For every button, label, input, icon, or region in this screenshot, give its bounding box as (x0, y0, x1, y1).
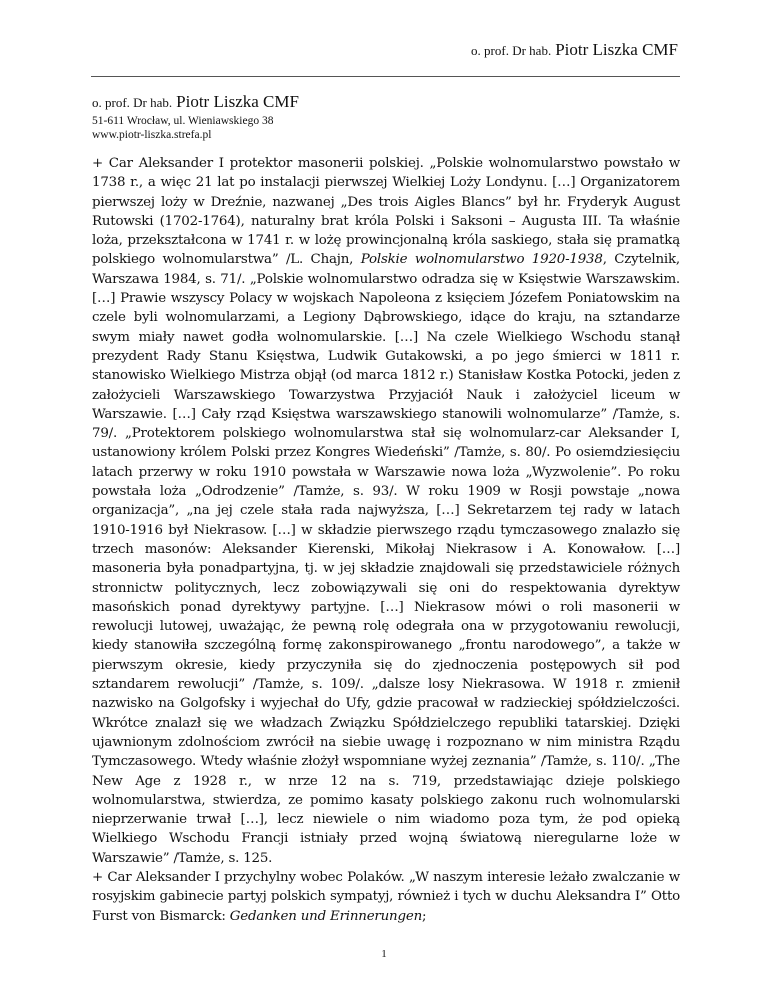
paragraph-text: , Czytelnik, Warszawa 1984, s. 71/. „Polskie wolnomularstwo odradza się w Księstwie Warszawskim. […] Prawie wszyscy Polacy w wojskach Napoleona z księciem Józefem Poniatowskim na czele byli wolnomularzami, a Legiony Dąbrowskiego, idące do kraju, na sztandarze swym miały nawet godła wolnomularskie. […] Na czele Wielkiego Wschodu stanął prezydent Rady Stanu Księstwa, Ludwik Gutakowski, a po jego śmierci w 1811 r. stanowisko Wielkiego Mistrza objął (od marca 1812 r.) Stanisław Kostka Potocki, jeden z założycieli Warszawskiego Towarzystwa Przyjaciół Nauk i założyciel liceum w Warszawie. […] Cały rząd Księstwa warszawskiego stanowili wolnomularze” /Tamże, s. 79/. „Protektorem polskiego wolnomularstwa stał się wolnomularz-car Aleksander I, ustanowiony królem Polski przez Kongres Wiedeński” /Tamże, s. 80/. Po osiemdziesięciu latach przerwy w roku 1910 powstała w Warszawie nowa loża „Wyzwolenie”. Po roku powstała loża „Odrodzenie” /Tamże, s. 93/. W roku 1909 w Rosji powstaje „nowa organizacja”, „na jej czele stała rada najwyższa, […] Sekretarzem tej rady w latach 1910-1916 był Niekrasow. […] w składzie pierwszego rządu tymczasowego znalazło się trzech masonów: Aleksander Kierenski, Mikołaj Niekrasow i A. Konowałow. […] masoneria była ponadpartyjna, tj. w jej składzie znajdowali się przedstawiciele różnych stronnictw politycznych, lecz zobowiązywali się oni do respektowania dyrektyw masońskich ponad dyrektywy partyjne. […] Niekrasow mówi o roli masonerii w rewolucji lutowej, uważając, że pewną rolę odegrała ona w przygotowaniu rewolucji, kiedy stanowiła szczególną formę zakonspirowanego „frontu narodowego”, a także w pierwszym okresie, kiedy przyczyniła się do zjednoczenia postępowych sił pod sztandarem rewolucji” /Tamże, s. 109/. „dalsze losy Niekrasowa. W 1918 r. zmienił nazwisko na Golgofsky i wyjechał do Ufy, gdzie pracował w radzieckiej spółdzielczości. Wkrótce znalazł się we władzach Związku Spółdzielczego republiki tatarskiej. Dzięki ujawnionym zdolnościom zwrócił na siebie uwagę i rozpoznano w nim ministra Rządu Tymczasowego. Wtedy właśnie złożył wspomniane wyżej zeznania” /Tamże, s. 110/. „The New Age z 1928 r., w nrze 12 na s. 719, przedstawiając dzieje polskiego wolnomularstwa, stwierdza, ze pomimo kasaty polskiego zakonu ruch wolnomularski nieprzerwanie trwał […], lecz niewiele o nim wiadomo poza tym, że pod opieką Wielkiego Wschodu Francji istniały przed wojną światową nieregularne loże w Warszawie” /Tamże, s. 125. (92, 252, 680, 866)
paragraph-text: + Car Aleksander I przychylny wobec Polaków. „W naszym interesie leżało zwalczanie w rosyjskim gabinecie partyj polskich sympatyj, również i tych w duchu Aleksandra I” Otto Furst von Bismarck: (92, 869, 680, 924)
body-paragraph (92, 868, 680, 926)
author-name-line (92, 91, 299, 114)
paragraph-text: + Car Aleksander I protektor masonerii polskiej. „Polskie wolnomularstwo powstało w 1738 r., a więc 21 lat po instalacji pierwszej Wielkiej Loży Londynu. […] Organizatorem pierwszej loży w Dreźnie, nazwanej „Des trois Aigles Blancs” był hr. Fryderyk August Rutowski (1702-1764), naturalny brat króla Polski i Saksoni – Augusta III. Ta właśnie loża, przekształcona w 1741 r. w lożę prowincjonalną króla saskiego, stała się pramatką polskiego wolnomularstwa” /L. Chajn, (92, 156, 680, 268)
running-header (471, 40, 678, 60)
paragraph-text: ; (422, 908, 427, 924)
book-title: Gedanken und Erinnerungen (229, 908, 422, 924)
author-prefix: o. prof. Dr hab. (92, 95, 173, 110)
body-paragraph (92, 154, 680, 868)
header-rule (91, 76, 680, 77)
running-header-name: Piotr Liszka CMF (555, 40, 678, 59)
running-header-prefix: o. prof. Dr hab. (471, 43, 552, 58)
author-name: Piotr Liszka CMF (176, 92, 299, 111)
author-block (92, 91, 299, 142)
book-title: Polskie wolnomularstwo 1920-1938 (360, 252, 603, 268)
page-number: 1 (381, 948, 387, 960)
body-text (92, 154, 680, 926)
author-address: 51-611 Wrocław, ul. Wieniawskiego 38 (92, 115, 274, 127)
author-website: www.piotr-liszka.strefa.pl (92, 129, 212, 141)
